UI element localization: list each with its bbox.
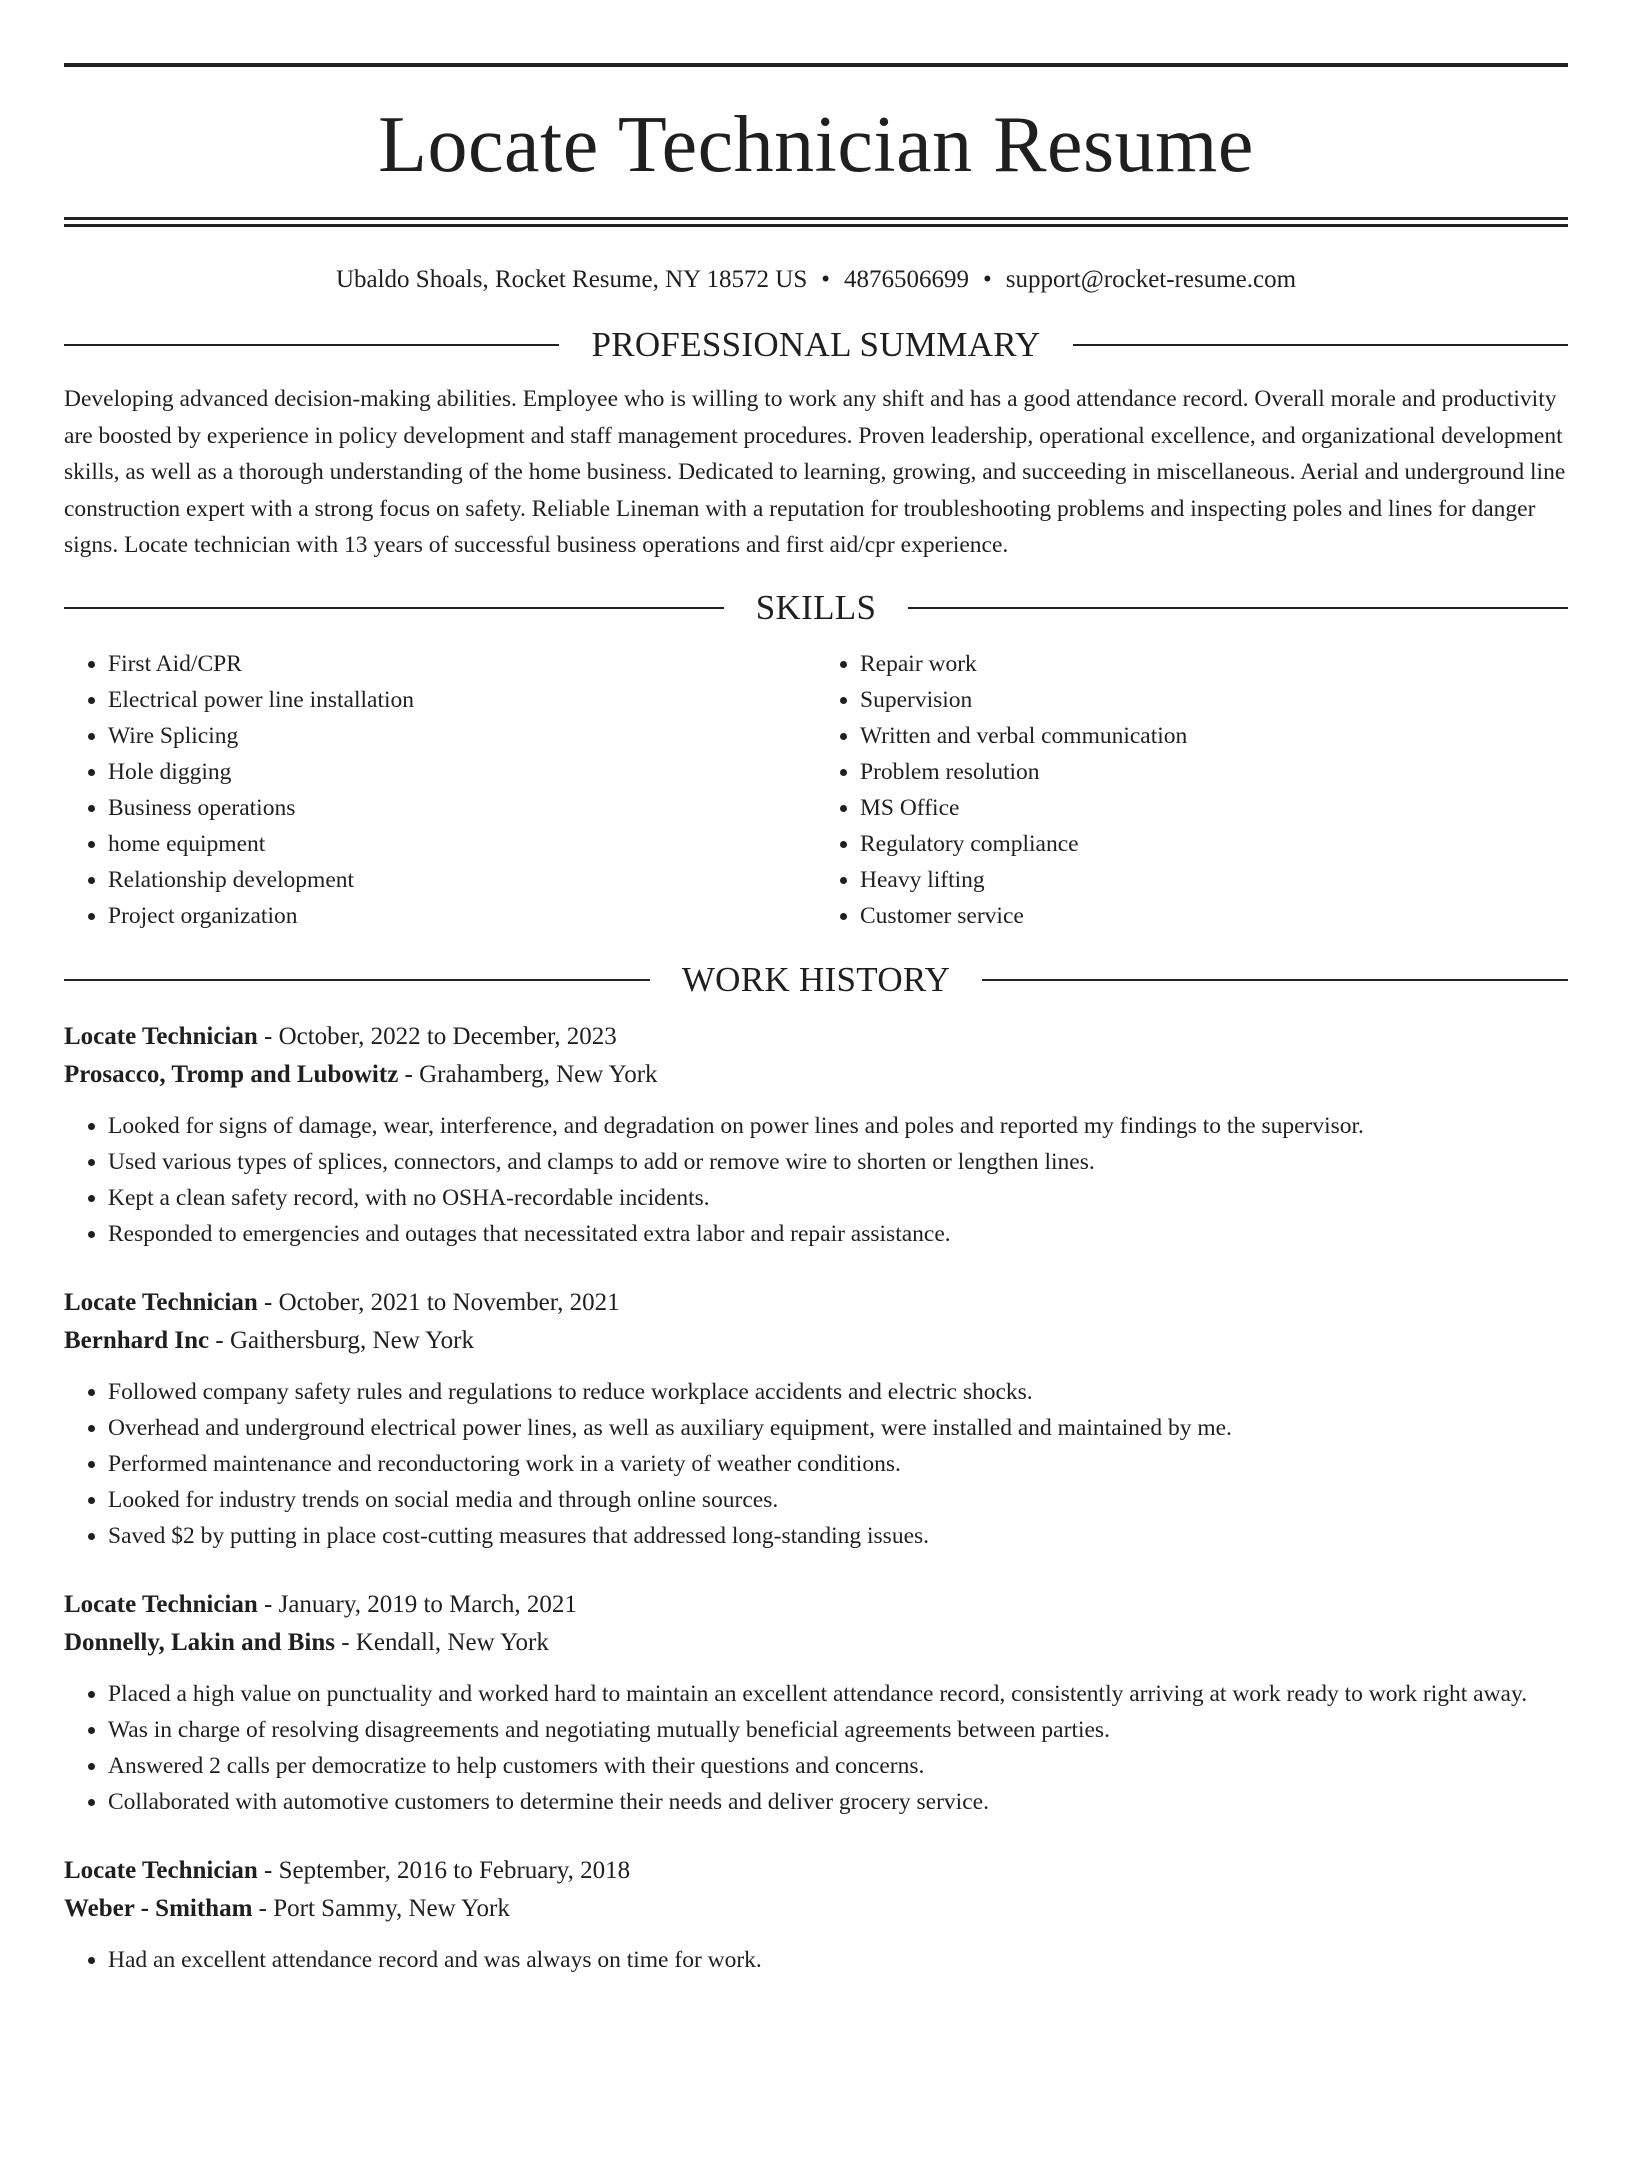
skills-list [64,646,1568,934]
job-entry [64,1284,1568,1554]
contact-email: support@rocket-resume.com [1005,266,1297,293]
job-location: - Grahamberg, New York [398,1060,658,1088]
job-bullets [64,1676,1568,1820]
skill-item: • Problem resolution [860,754,1568,790]
heading-rule-left [64,607,724,609]
job-bullet: • Used various types of splices, connectors, and clamps to add or remove wire to shorten or lengthen lines. [108,1144,1568,1180]
job-bullet: • Looked for signs of damage, wear, interference, and degradation on power lines and poles and reported my findings to the supervisor. [108,1108,1568,1144]
job-company: Bernhard Inc [64,1326,210,1354]
job-bullet: • Overhead and underground electrical power lines, as well as auxiliary equipment, were installed and maintained by me. [108,1410,1568,1446]
contact-phone: 4876506699 [843,266,969,293]
skill-item: • home equipment [108,826,816,862]
skill-item: • Electrical power line installation [108,682,816,718]
section-heading-work-history [64,958,1568,1002]
job-dates: - January, 2019 to March, 2021 [257,1590,577,1618]
job-company: Prosacco, Tromp and Lubowitz [64,1060,399,1088]
job-company-line [64,1056,1568,1094]
skill-item: • Project organization [108,898,816,934]
job-title: Locate Technician [64,1022,258,1050]
job-entry [64,1852,1568,1978]
contact-address: Ubaldo Shoals, Rocket Resume, NY 18572 US [335,266,808,293]
skill-item: • Hole digging [108,754,816,790]
job-location: - Kendall, New York [334,1628,549,1656]
job-bullet: • Placed a high value on punctuality and worked hard to maintain an excellent attendance record, consistently arriving at work ready to work right away. [108,1676,1568,1712]
job-entry [64,1018,1568,1252]
job-bullet: • Answered 2 calls per democratize to help customers with their questions and concerns. [108,1748,1568,1784]
skill-item: • Repair work [860,646,1568,682]
job-company-line [64,1890,1568,1928]
skill-item: • First Aid/CPR [108,646,816,682]
job-location: - Port Sammy, New York [252,1894,510,1922]
heading-rule-left [64,344,559,346]
job-title-line [64,1284,1568,1322]
skill-item: • Business operations [108,790,816,826]
job-bullet: • Looked for industry trends on social media and through online sources. [108,1482,1568,1518]
job-location: - Gaithersburg, New York [209,1326,474,1354]
section-heading-summary [64,323,1568,367]
section-title: SKILLS [755,587,877,627]
skill-item: • Written and verbal communication [860,718,1568,754]
skill-item: • Heavy lifting [860,862,1568,898]
section-title: WORK HISTORY [681,959,951,999]
resume-title: Locate Technician Resume [378,101,1254,189]
job-company: Weber - Smitham [64,1894,253,1922]
job-bullet: • Responded to emergencies and outages that necessitated extra labor and repair assistance. [108,1216,1568,1252]
job-company-line [64,1624,1568,1662]
skills-column-right [816,646,1568,934]
top-rule [64,63,1568,67]
job-title-line [64,1586,1568,1624]
contact-separator: • [982,266,992,293]
skill-item: • Relationship development [108,862,816,898]
job-title-line [64,1018,1568,1056]
skill-item: • Regulatory compliance [860,826,1568,862]
skill-item: • Supervision [860,682,1568,718]
job-title: Locate Technician [64,1288,258,1316]
skill-item: • Wire Splicing [108,718,816,754]
job-bullets [64,1942,1568,1978]
contact-separator: • [821,266,830,293]
job-bullets [64,1108,1568,1252]
contact-line [64,265,1568,295]
job-dates: - September, 2016 to February, 2018 [257,1856,631,1884]
job-bullet: • Was in charge of resolving disagreements and negotiating mutually beneficial agreements between parties. [108,1712,1568,1748]
job-bullet: • Collaborated with automotive customers to determine their needs and deliver grocery service. [108,1784,1568,1820]
job-dates: - October, 2022 to December, 2023 [257,1022,617,1050]
skill-item: • MS Office [860,790,1568,826]
job-title: Locate Technician [64,1856,258,1884]
job-title-line [64,1852,1568,1890]
job-bullet: • Performed maintenance and reconductoring work in a variety of weather conditions. [108,1446,1568,1482]
resume-page [0,63,1632,2175]
heading-rule-right [1073,344,1568,346]
job-bullet: • Had an excellent attendance record and was always on time for work. [108,1942,1568,1978]
job-title: Locate Technician [64,1590,258,1618]
skill-item: • Customer service [860,898,1568,934]
heading-rule-right [982,979,1568,981]
job-company-line [64,1322,1568,1360]
heading-rule-right [908,607,1568,609]
job-bullet: • Saved $2 by putting in place cost-cutting measures that addressed long-standing issues. [108,1518,1568,1554]
double-rule [64,217,1568,227]
job-bullet: • Followed company safety rules and regulations to reduce workplace accidents and electric shocks. [108,1374,1568,1410]
job-bullets [64,1374,1568,1554]
job-entry [64,1586,1568,1820]
section-heading-skills [64,586,1568,630]
job-bullet: • Kept a clean safety record, with no OSHA-recordable incidents. [108,1180,1568,1216]
section-title: PROFESSIONAL SUMMARY [591,325,1041,364]
heading-rule-left [64,979,650,981]
job-dates: - October, 2021 to November, 2021 [257,1288,620,1316]
summary-text: Developing advanced decision-making abilities. Employee who is willing to work any shift and has a good attendance record. Overall morale and productivity are boosted by experience in policy development and staff management procedures. Proven leadership, operational excellence, and organizational development skills, as well as a thorough understanding of the home business. Dedicated to learning, growing, and succeeding in miscellaneous. Aerial and underground line construction expert with a strong focus on safety. Reliable Lineman with a reputation for troubleshooting problems and inspecting poles and lines for danger signs. Locate technician with 13 years of successful business operations and first aid/cpr experience. [64,386,1566,558]
skills-column-left [64,646,816,934]
job-company: Donnelly, Lakin and Bins [64,1628,335,1656]
